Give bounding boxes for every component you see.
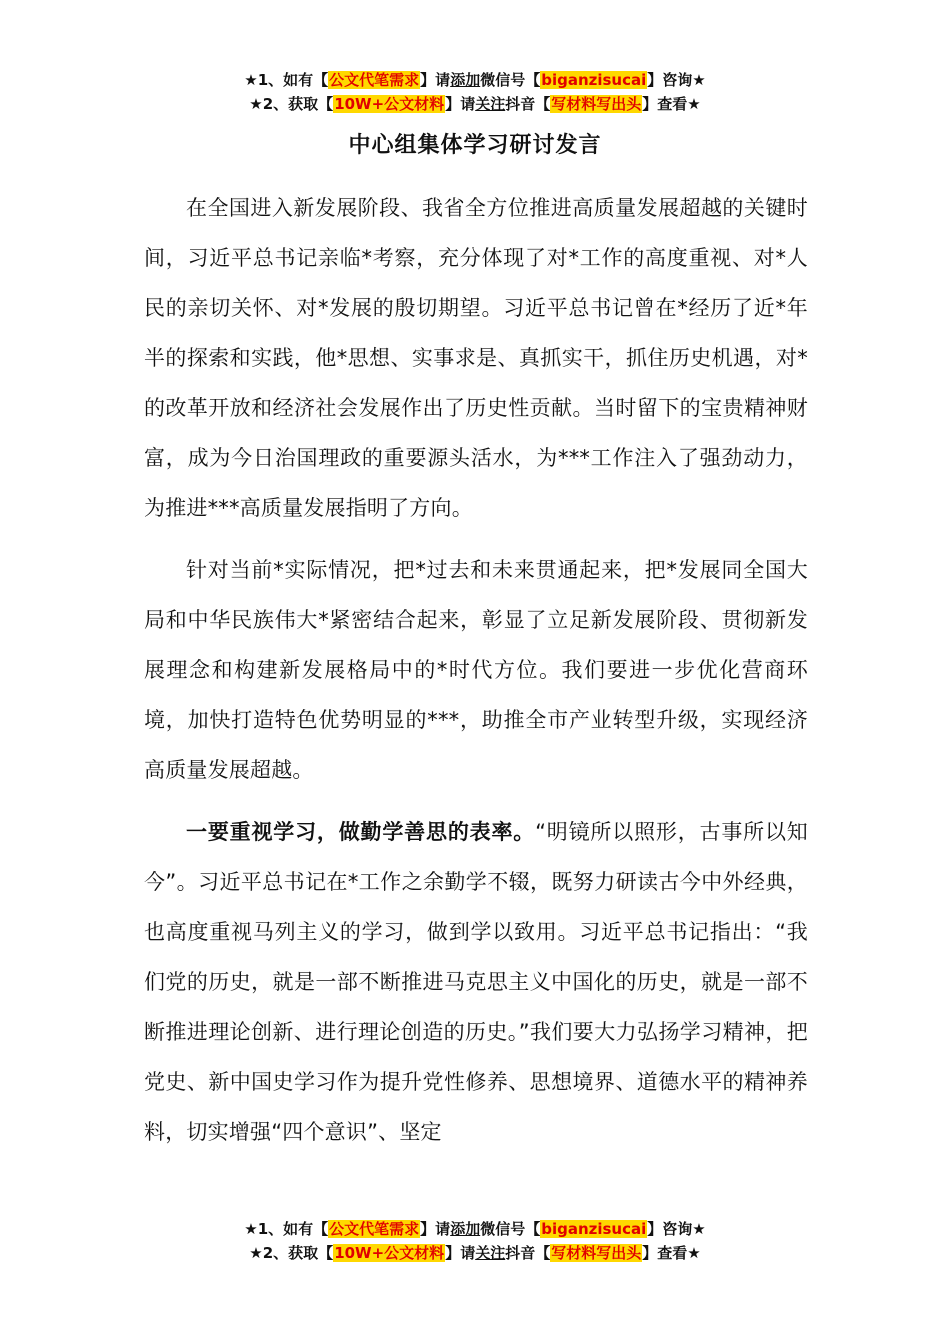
footer-banner [0,1217,950,1265]
header-banner [0,68,950,116]
banner-line-1: ★1、如有【公文代笔需求】请添加微信号【biganzisucai】咨询★ [244,71,706,89]
highlight-douyin: 写材料写出头 [551,95,642,113]
footer-line-1: ★1、如有【公文代笔需求】请添加微信号【biganzisucai】咨询★ [244,1220,706,1238]
highlight-service: 公文代笔需求 [329,71,420,89]
document-body [144,183,808,1169]
footer-highlight-materials: 10W+公文材料 [334,1244,445,1262]
paragraph-2: 针对当前*实际情况，把*过去和未来贯通起来，把*发展同全国大局和中华民族伟大*紧密结合起来，彰显了立足新发展阶段、贯彻新发展理念和构建新发展格局中的*时代方位。我们要进一步优化营商环境，加快打造特色优势明显的***，助推全市产业转型升级，实现经济高质量发展超越。 [144,558,808,782]
paragraph-1: 在全国进入新发展阶段、我省全方位推进高质量发展超越的关键时间，习近平总书记亲临*考察，充分体现了对*工作的高度重视、对*人民的亲切关怀、对*发展的殷切期望。习近平总书记曾在*经历了近*年半的探索和实践，他*思想、实事求是、真抓实干，抓住历史机遇，对*的改革开放和经济社会发展作出了历史性贡献。当时留下的宝贵精神财富，成为今日治国理政的重要源头活水，为***工作注入了强劲动力，为推进***高质量发展指明了方向。 [144,196,808,520]
highlight-materials: 10W+公文材料 [334,95,445,113]
paragraph-3-lead: 一要重视学习，做勤学善思的表率。 [186,820,536,844]
paragraph-3-text: “明镜所以照形，古事所以知今”。习近平总书记在*工作之余勤学不辍，既努力研读古今中外经典，也高度重视马列主义的学习，做到学以致用。习近平总书记指出：“我们党的历史，就是一部不断推进马克思主义中国化的历史，就是一部不断推进理论创新、进行理论创造的历史。”我们要大力弘扬学习精神，把党史、新中国史学习作为提升党性修养、思想境界、道德水平的精神养料，切实增强“四个意识”、坚定 [144,820,808,1144]
footer-highlight-wechat-id: biganzisucai [541,1220,647,1238]
document-title: 中心组集体学习研讨发言 [348,133,602,158]
footer-line-2: ★2、获取【10W+公文材料】请关注抖音【写材料写出头】查看★ [249,1244,701,1262]
footer-highlight-douyin: 写材料写出头 [551,1244,642,1262]
footer-highlight-service: 公文代笔需求 [329,1220,420,1238]
highlight-wechat-id: biganzisucai [541,71,647,89]
banner-line-2: ★2、获取【10W+公文材料】请关注抖音【写材料写出头】查看★ [249,95,701,113]
paragraph-3 [144,807,808,1157]
